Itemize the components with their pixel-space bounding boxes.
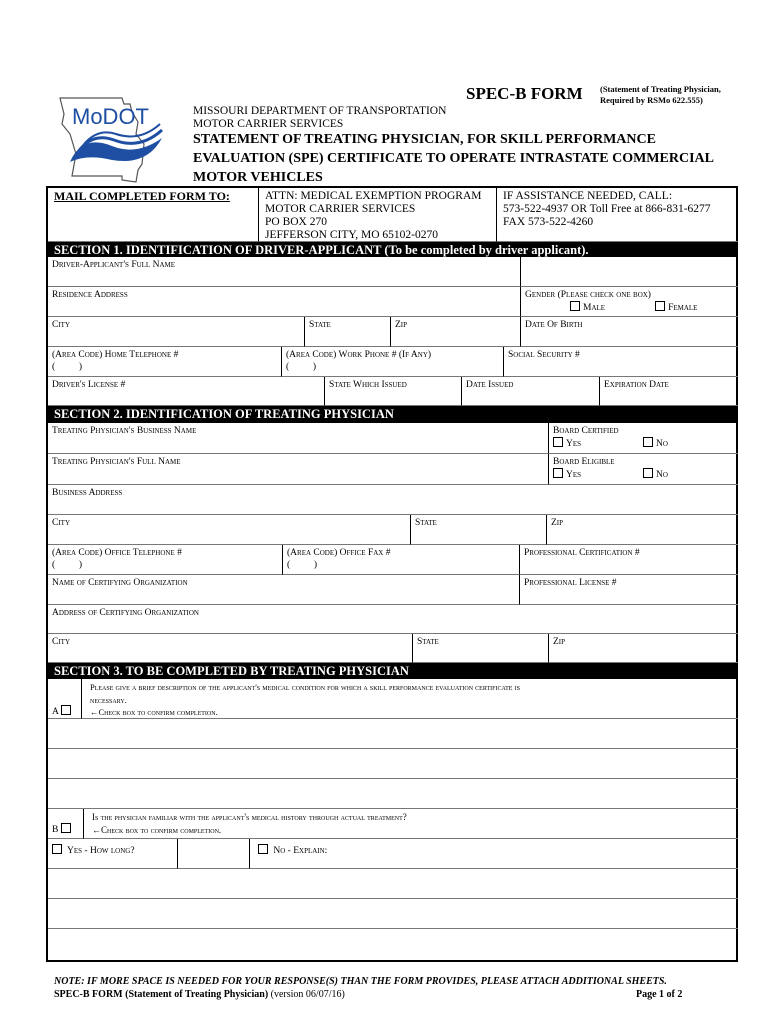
item-a-question: Please give a brief description of the applicant's medical condition for which a skill performance evaluation certificate is necessary. ←Check box to confirm completion. — [82, 679, 738, 719]
answer-a-line-3[interactable] — [48, 779, 738, 809]
org-zip-field[interactable]: Zip — [549, 634, 738, 663]
certifying-org-field[interactable]: Name of Certifying Organization — [48, 575, 520, 605]
item-a-checkbox[interactable] — [61, 705, 71, 715]
no-checkbox[interactable] — [258, 844, 268, 854]
svg-text:MoDOT: MoDOT — [72, 104, 149, 129]
modot-logo — [52, 94, 182, 186]
footer-note: NOTE: IF MORE SPACE IS NEEDED FOR YOUR RESPONSE(S) THAN THE FORM PROVIDES, PLEASE ATTACH ADDITIONAL SHEETS. — [54, 976, 667, 987]
board-eligible-no-checkbox[interactable] — [643, 468, 653, 478]
board-certified-field: Board Certified Yes No — [549, 423, 738, 454]
yes-how-long-option[interactable]: Yes - How long? — [48, 839, 178, 869]
answer-a-line-2[interactable] — [48, 749, 738, 779]
board-certified-no-checkbox[interactable] — [643, 437, 653, 447]
business-address-field[interactable]: Business Address — [48, 485, 738, 515]
page-number: Page 1 of 2 — [636, 989, 683, 1000]
certifying-org-address-field[interactable]: Address of Certifying Organization — [48, 605, 738, 634]
state-issued-field[interactable]: State Which Issued — [325, 377, 462, 406]
form-subtitle: (Statement of Treating Physician, Required by RSMo 622.555) — [600, 84, 721, 105]
department: MISSOURI DEPARTMENT OF TRANSPORTATION MOTOR CARRIER SERVICES — [193, 105, 447, 130]
expiration-date-field[interactable]: Expiration Date — [600, 377, 738, 406]
item-a-checkbox-cell[interactable]: A — [48, 679, 82, 719]
gender-field: Gender (Please check one box) Male Female — [521, 287, 738, 317]
org-city-field[interactable]: City — [48, 634, 413, 663]
work-phone-field[interactable]: (Area Code) Work Phone # (If Any) ( ) — [282, 347, 504, 377]
answer-b-line-1[interactable] — [48, 869, 738, 899]
section-3-header: SECTION 3. TO BE COMPLETED BY TREATING PHYSICIAN — [48, 663, 736, 679]
answer-b-line-2[interactable] — [48, 899, 738, 929]
item-b-question: Is the physician familiar with the applicant's medical history through actual treatment? ←Check box to confirm completion. — [84, 809, 738, 839]
no-explain-option[interactable]: No - Explain: — [250, 839, 738, 869]
city-field[interactable]: City — [48, 317, 305, 347]
blank-cell — [521, 257, 738, 287]
section-1-header: SECTION 1. IDENTIFICATION OF DRIVER-APPLICANT (To be completed by driver applicant). — [48, 242, 736, 257]
mail-label: MAIL COMPLETED FORM TO: — [48, 188, 259, 242]
female-checkbox[interactable] — [655, 301, 665, 311]
physician-city-field[interactable]: City — [48, 515, 411, 545]
answer-a-line-1[interactable] — [48, 719, 738, 749]
physician-zip-field[interactable]: Zip — [547, 515, 738, 545]
board-eligible-field: Board Eligible Yes No — [549, 454, 738, 485]
male-checkbox[interactable] — [570, 301, 580, 311]
item-b-checkbox[interactable] — [61, 823, 71, 833]
footer-form-name: SPEC-B FORM (Statement of Treating Physician) (version 06/07/16) — [54, 989, 345, 1000]
physician-state-field[interactable]: State — [411, 515, 547, 545]
item-b-checkbox-cell[interactable]: B — [48, 809, 84, 839]
professional-certification-field[interactable]: Professional Certification # — [520, 545, 738, 575]
professional-license-field[interactable]: Professional License # — [520, 575, 738, 605]
zip-field[interactable]: Zip — [391, 317, 521, 347]
statement-title: STATEMENT OF TREATING PHYSICIAN, FOR SKILL PERFORMANCE EVALUATION (SPE) CERTIFICATE TO OPERATE INTRASTATE COMMERCIAL MOTOR VEHICLES — [193, 132, 714, 185]
state-field[interactable]: State — [305, 317, 391, 347]
ssn-field[interactable]: Social Security # — [504, 347, 738, 377]
spec-b-form — [46, 186, 738, 962]
assistance-info: IF ASSISTANCE NEEDED, CALL: 573-522-4937 OR Toll Free at 866-831-6277 FAX 573-522-4260 — [497, 188, 738, 242]
residence-address-field[interactable]: Residence Address — [48, 287, 521, 317]
physician-full-name-field[interactable]: Treating Physician's Full Name — [48, 454, 549, 485]
dob-field[interactable]: Date Of Birth — [521, 317, 738, 347]
driver-full-name-field[interactable]: Driver-Applicant's Full Name — [48, 257, 521, 287]
yes-checkbox[interactable] — [52, 844, 62, 854]
home-phone-field[interactable]: (Area Code) Home Telephone # ( ) — [48, 347, 282, 377]
board-eligible-yes-checkbox[interactable] — [553, 468, 563, 478]
mail-address: ATTN: MEDICAL EXEMPTION PROGRAM MOTOR CARRIER SERVICES PO BOX 270 JEFFERSON CITY, MO 65102-0270 — [259, 188, 497, 242]
office-fax-field[interactable]: (Area Code) Office Fax # ( ) — [283, 545, 520, 575]
org-state-field[interactable]: State — [413, 634, 549, 663]
section-2-header: SECTION 2. IDENTIFICATION OF TREATING PHYSICIAN — [48, 406, 736, 423]
how-long-field[interactable] — [178, 839, 250, 869]
date-issued-field[interactable]: Date Issued — [462, 377, 600, 406]
license-field[interactable]: Driver's License # — [48, 377, 325, 406]
business-name-field[interactable]: Treating Physician's Business Name — [48, 423, 549, 454]
form-title: SPEC-B FORM — [466, 84, 583, 103]
board-certified-yes-checkbox[interactable] — [553, 437, 563, 447]
office-phone-field[interactable]: (Area Code) Office Telephone # ( ) — [48, 545, 283, 575]
answer-b-line-3[interactable] — [48, 929, 738, 960]
